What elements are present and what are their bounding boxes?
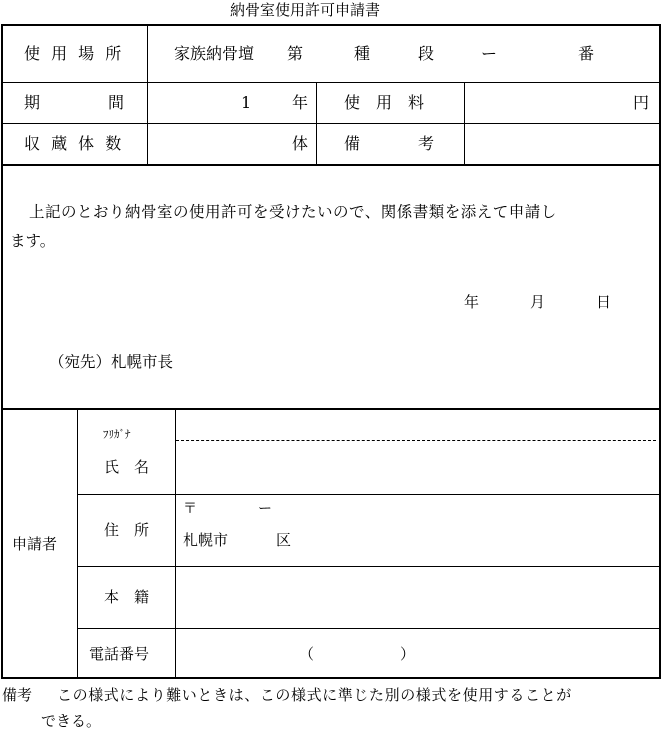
address-city: 札幌市	[183, 531, 229, 549]
fee-label: 使 用 料	[344, 93, 425, 112]
place-shu: 種	[354, 44, 371, 63]
statement-line2: ます。	[10, 232, 56, 250]
date-day: 日	[596, 293, 612, 311]
period-label-a: 期	[24, 93, 41, 112]
applicant-label: 申請者	[12, 535, 58, 553]
note-line1: この様式により難いときは、この様式に準じた別の様式を使用することが	[57, 686, 572, 704]
furigana-dashed-line	[176, 440, 656, 441]
period-label-b: 間	[108, 93, 125, 112]
col-divider	[77, 408, 78, 679]
count-label: 収 蔵 体 数	[24, 134, 125, 153]
form-title: 納骨室使用許可申請書	[230, 1, 381, 19]
place-prefix: 家族納骨壇	[174, 44, 255, 63]
place-dan: 段	[418, 44, 435, 63]
remarks-label-a: 備	[344, 134, 361, 153]
remarks-label-b: 考	[418, 134, 435, 153]
row-divider	[1, 82, 661, 83]
statement-line1: 上記のとおり納骨室の使用許可を受けたいので、関係書類を添えて申請し	[29, 203, 557, 221]
place-dai: 第	[287, 44, 304, 63]
domicile-label: 本 籍	[104, 588, 150, 606]
postal-mark: 〒	[183, 501, 197, 517]
applicant-row-divider	[77, 566, 661, 567]
phone-open-paren: （	[299, 645, 315, 663]
applicant-row-divider	[77, 494, 661, 495]
col-divider	[464, 82, 465, 164]
applicant-row-divider	[77, 628, 661, 629]
section-divider	[1, 408, 661, 410]
addressee: （宛先）札幌市長	[49, 353, 174, 371]
furigana-label: ﾌﾘｶﾞﾅ	[103, 428, 131, 441]
period-unit: 年	[292, 93, 309, 112]
phone-close-paren: ）	[400, 645, 416, 663]
col-divider	[316, 82, 317, 164]
fee-unit: 円	[633, 93, 650, 112]
period-value: 1	[241, 93, 252, 112]
name-label: 氏 名	[104, 458, 150, 476]
col-divider	[147, 24, 148, 164]
postal-dash: ー	[258, 501, 272, 517]
note-label: 備考	[2, 686, 33, 704]
address-label: 住 所	[104, 521, 150, 539]
place-label: 使 用 場 所	[24, 44, 125, 63]
place-dash: ー	[481, 44, 498, 63]
note-line2: できる。	[41, 712, 102, 730]
place-ban: 番	[578, 44, 595, 63]
address-ward: 区	[276, 531, 292, 549]
count-unit: 体	[292, 134, 309, 153]
date-month: 月	[530, 293, 546, 311]
section-divider	[1, 164, 661, 166]
col-divider	[175, 408, 176, 679]
date-year: 年	[464, 293, 480, 311]
row-divider	[1, 123, 661, 124]
phone-label: 電話番号	[89, 645, 150, 663]
